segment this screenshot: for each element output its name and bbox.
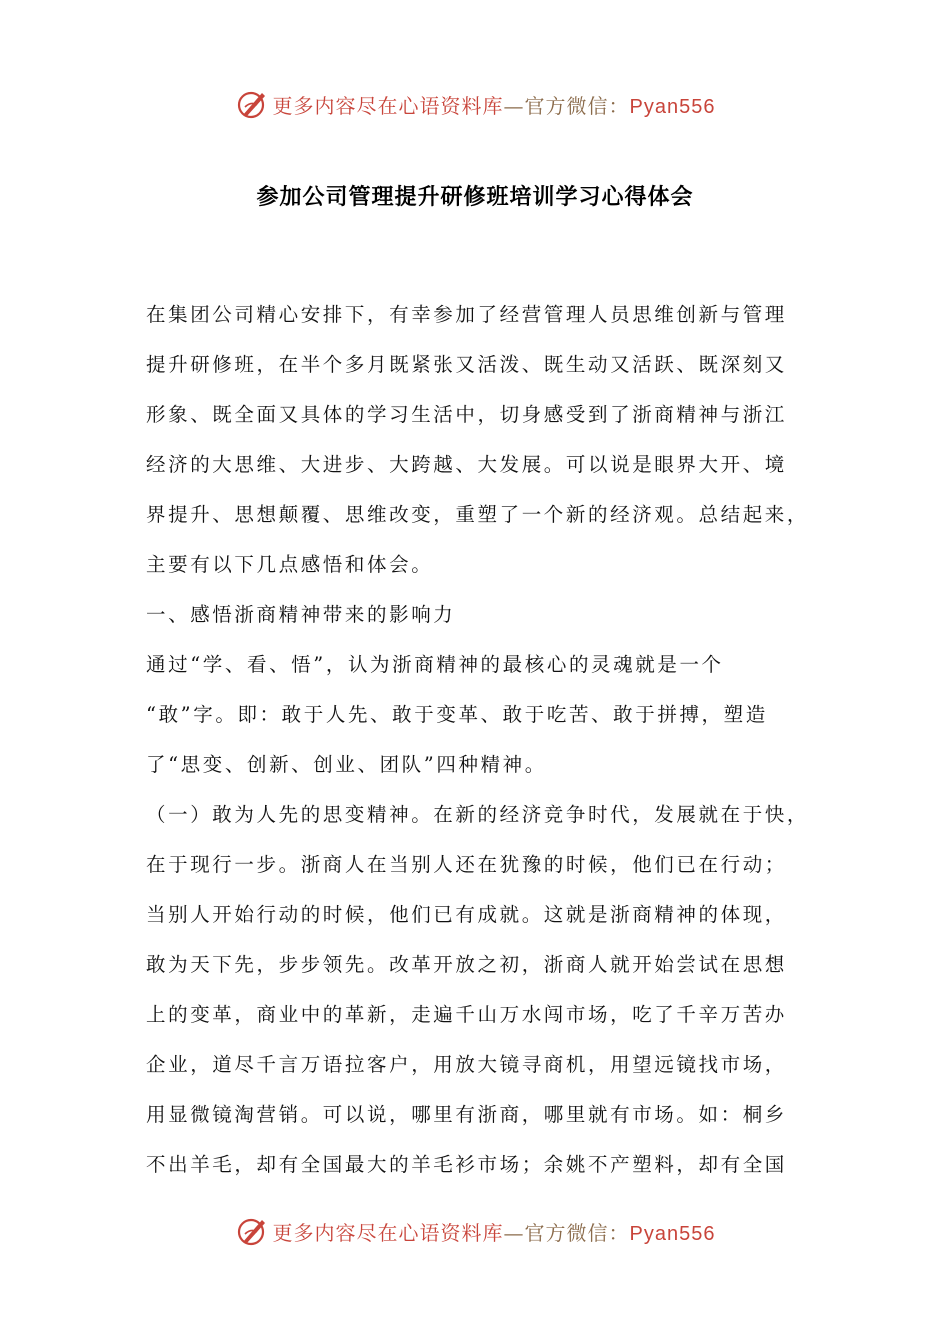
banner-wechat-label: 官方微信： <box>524 1220 630 1245</box>
body-line: （一）敢为人先的思变精神。在新的经济竞争时代，发展就在于快， <box>146 803 810 826</box>
body-line: 了“思变、创新、创业、团队”四种精神。 <box>146 753 547 776</box>
body-line: 经济的大思维、大进步、大跨越、大发展。可以说是眼界大开、境 <box>146 453 787 476</box>
banner-dash: — <box>503 93 525 118</box>
banner-main-text: 更多内容尽在心语资料库 <box>272 1220 504 1245</box>
quill-logo-icon <box>235 1214 269 1248</box>
banner-main-text: 更多内容尽在心语资料库 <box>272 93 504 118</box>
body-line: 在于现行一步。浙商人在当别人还在犹豫的时候，他们已在行动； <box>146 853 787 876</box>
banner-wechat-id: Pyan556 <box>629 1222 716 1245</box>
body-line: 通过“学、看、悟”，认为浙商精神的最核心的灵魂就是一个 <box>146 653 724 676</box>
body-line: 用显微镜淘营销。可以说，哪里有浙商，哪里就有市场。如：桐乡 <box>146 1103 787 1126</box>
body-line: 企业，道尽千言万语拉客户，用放大镜寻商机，用望远镜找市场， <box>146 1053 787 1076</box>
body-line: 不出羊毛，却有全国最大的羊毛衫市场；余姚不产塑料，却有全国 <box>146 1153 787 1176</box>
body-line: 在集团公司精心安排下，有幸参加了经营管理人员思维创新与管理 <box>146 303 787 326</box>
banner-wechat-id: Pyan556 <box>629 95 716 118</box>
body-line: 当别人开始行动的时候，他们已有成就。这就是浙商精神的体现， <box>146 903 787 926</box>
banner-wechat-label: 官方微信： <box>524 93 630 118</box>
document-body <box>146 290 826 1190</box>
footer-watermark-banner <box>0 1211 950 1251</box>
document-title: 参加公司管理提升研修班培训学习心得体会 <box>256 184 694 210</box>
header-watermark-banner <box>0 84 950 124</box>
body-line: “敢”字。即：敢于人先、敢于变革、敢于吃苦、敢于拼搏，塑造 <box>146 703 768 726</box>
banner-dash: — <box>503 1220 525 1245</box>
body-line: 提升研修班，在半个多月既紧张又活泼、既生动又活跃、既深刻又 <box>146 353 787 376</box>
body-line: 形象、既全面又具体的学习生活中，切身感受到了浙商精神与浙江 <box>146 403 787 426</box>
quill-logo-icon <box>235 87 269 121</box>
body-line: 界提升、思想颠覆、思维改变，重塑了一个新的经济观。总结起来， <box>146 503 810 526</box>
body-line: 上的变革，商业中的革新，走遍千山万水闯市场，吃了千辛万苦办 <box>146 1003 787 1026</box>
body-line: 敢为天下先，步步领先。改革开放之初，浙商人就开始尝试在思想 <box>146 953 787 976</box>
body-line: 主要有以下几点感悟和体会。 <box>146 553 434 576</box>
section-heading: 一、感悟浙商精神带来的影响力 <box>146 603 456 626</box>
